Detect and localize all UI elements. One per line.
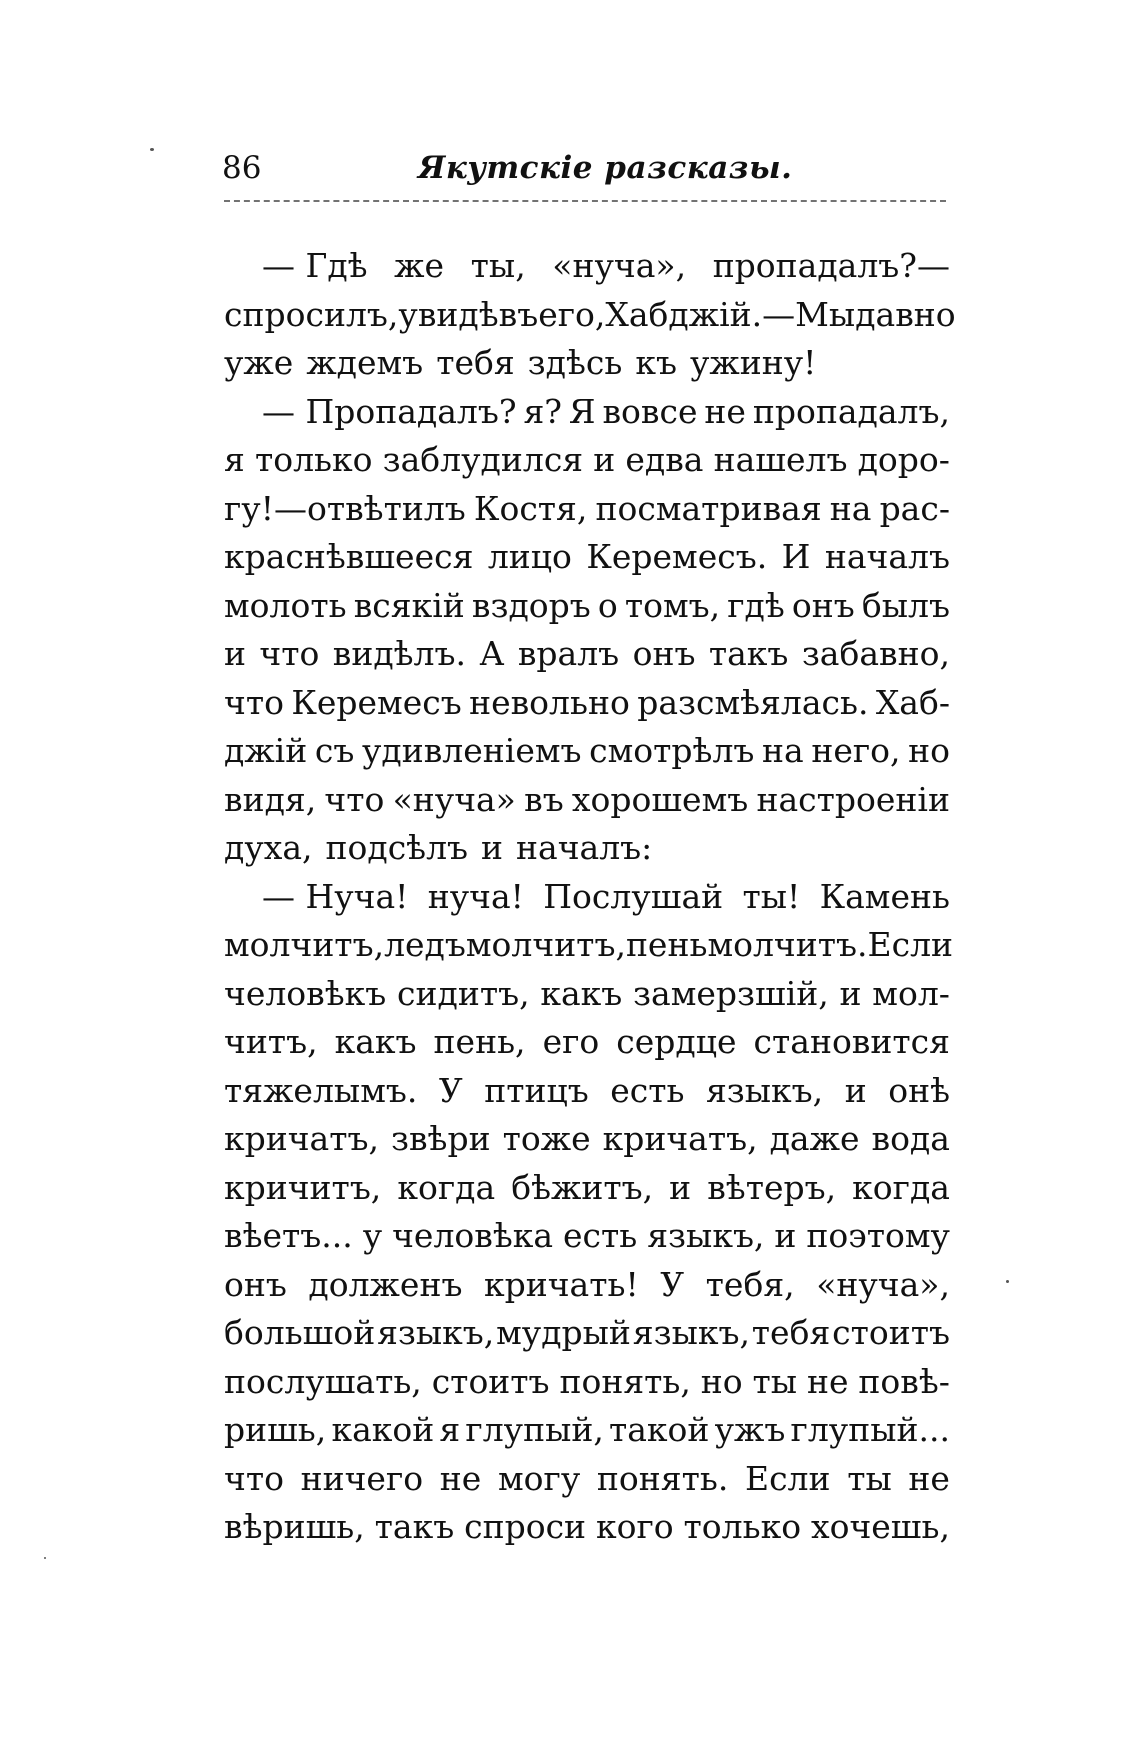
word: «нуча», bbox=[552, 246, 687, 285]
text-line bbox=[224, 630, 950, 679]
word: молчитъ. bbox=[707, 925, 868, 964]
word: давно bbox=[855, 294, 956, 334]
word: человѣкъ bbox=[224, 973, 387, 1013]
word: удивленіемъ bbox=[361, 731, 582, 770]
word: онъ bbox=[224, 1264, 287, 1304]
text-line bbox=[224, 776, 950, 825]
word: и bbox=[839, 973, 862, 1013]
word: я bbox=[439, 1410, 461, 1449]
word: тебя, bbox=[705, 1264, 795, 1304]
text-line bbox=[224, 1067, 950, 1116]
word: И bbox=[781, 537, 811, 576]
word: что bbox=[224, 682, 284, 722]
word: съ bbox=[314, 731, 355, 770]
text-line bbox=[224, 873, 950, 922]
word: человѣка bbox=[392, 1216, 554, 1255]
word: языкъ, bbox=[632, 1313, 750, 1352]
word: подсѣлъ bbox=[325, 828, 469, 867]
word: что bbox=[259, 634, 320, 673]
word: я? bbox=[523, 391, 562, 431]
word: же bbox=[394, 246, 445, 285]
word: ждемъ bbox=[306, 343, 424, 382]
word: всякій bbox=[353, 585, 465, 625]
word: духа, bbox=[224, 828, 313, 867]
word: ты bbox=[752, 1361, 798, 1401]
word: рас- bbox=[879, 488, 950, 528]
word: Если bbox=[744, 1458, 831, 1498]
word: молчитъ, bbox=[224, 925, 385, 964]
text-line bbox=[224, 533, 950, 582]
text-line bbox=[224, 436, 950, 485]
word: тебя bbox=[436, 343, 515, 382]
word: понять. bbox=[596, 1458, 729, 1498]
word: началъ bbox=[824, 537, 950, 576]
word: — Пропадалъ? bbox=[262, 391, 517, 431]
word: пропадалъ, bbox=[752, 391, 950, 431]
word: его bbox=[542, 1022, 600, 1061]
word: хочешь, bbox=[810, 1507, 950, 1546]
word: языкъ, bbox=[377, 1313, 495, 1352]
word: что bbox=[324, 779, 385, 819]
word: могу bbox=[498, 1458, 581, 1498]
word: глупый... bbox=[790, 1410, 950, 1449]
scan-speck bbox=[44, 1557, 46, 1559]
word: У bbox=[660, 1264, 685, 1304]
word: хорошемъ bbox=[571, 779, 749, 819]
text-line bbox=[224, 291, 956, 340]
word: вѣетъ... bbox=[224, 1216, 353, 1255]
word: гу!—отвѣтилъ bbox=[224, 488, 466, 528]
word: нуча! bbox=[427, 876, 524, 916]
text-line bbox=[224, 1358, 950, 1407]
word: о bbox=[597, 585, 618, 625]
text-line bbox=[224, 727, 950, 776]
word: джій bbox=[224, 731, 308, 770]
word: былъ bbox=[861, 585, 950, 625]
word: но bbox=[700, 1361, 743, 1401]
word: и bbox=[224, 634, 246, 673]
text-line bbox=[224, 1018, 950, 1067]
word: Я bbox=[568, 391, 596, 431]
word: лицо bbox=[487, 537, 572, 576]
word: въ bbox=[524, 779, 564, 819]
word: ты, bbox=[470, 246, 526, 285]
word: заблудился bbox=[382, 440, 584, 479]
text-line bbox=[224, 1406, 950, 1455]
word: стоитъ bbox=[431, 1361, 550, 1401]
running-title: Якутскіе разсказы. bbox=[418, 150, 793, 186]
word: невольно bbox=[469, 682, 630, 722]
body-text bbox=[224, 242, 956, 1552]
word: разсмѣялась. bbox=[637, 682, 869, 722]
word: становится bbox=[753, 1022, 950, 1061]
word: не bbox=[439, 1458, 482, 1498]
word: послушать, bbox=[224, 1361, 422, 1401]
word: едва bbox=[625, 440, 704, 479]
word: что bbox=[224, 1458, 284, 1498]
word: замерзшій, bbox=[633, 973, 829, 1013]
header-rule bbox=[224, 200, 946, 202]
text-line bbox=[224, 582, 950, 631]
word: смотрѣлъ bbox=[589, 731, 755, 770]
word: и bbox=[669, 1167, 692, 1207]
word: Камень bbox=[819, 876, 950, 916]
word: и bbox=[593, 440, 616, 479]
text-line bbox=[224, 824, 950, 873]
word: вѣришь, bbox=[224, 1507, 365, 1546]
word: уже bbox=[224, 343, 294, 382]
word: такой bbox=[609, 1410, 710, 1449]
word: посматривая bbox=[595, 488, 822, 528]
word: вовсе bbox=[602, 391, 698, 431]
word: его, bbox=[538, 294, 606, 334]
word: когда bbox=[397, 1167, 496, 1207]
word: такъ bbox=[374, 1507, 455, 1546]
word: кого bbox=[595, 1507, 674, 1546]
word: мол- bbox=[872, 973, 950, 1013]
word: къ bbox=[635, 343, 677, 382]
word: сердце bbox=[616, 1022, 737, 1061]
word: пень, bbox=[433, 1022, 526, 1061]
word: молоть bbox=[224, 585, 347, 625]
word: А bbox=[479, 634, 505, 673]
word: не bbox=[806, 1361, 849, 1401]
word: здѣсь bbox=[527, 343, 623, 382]
text-line bbox=[224, 1309, 950, 1358]
word: ничего bbox=[300, 1458, 424, 1498]
word: Хаб- bbox=[875, 682, 950, 722]
word: какъ bbox=[540, 973, 623, 1013]
word: и bbox=[844, 1070, 867, 1110]
word: на bbox=[829, 488, 872, 528]
word: глупый, bbox=[465, 1410, 604, 1449]
word: томъ, bbox=[624, 585, 721, 625]
word: онъ bbox=[632, 634, 696, 673]
word: есть bbox=[610, 1070, 685, 1110]
word: читъ, bbox=[224, 1022, 318, 1061]
word: кричатъ, bbox=[602, 1119, 758, 1158]
word: пропадалъ?— bbox=[712, 246, 950, 285]
word: кричитъ, bbox=[224, 1167, 382, 1207]
word: ужину! bbox=[689, 343, 817, 382]
word: мудрый bbox=[496, 1313, 631, 1352]
text-line bbox=[224, 1503, 950, 1552]
word: увидѣвъ bbox=[398, 294, 539, 334]
word: краснѣвшееся bbox=[224, 537, 474, 576]
word: Если bbox=[867, 925, 954, 964]
text-line bbox=[224, 242, 950, 291]
word: понять, bbox=[559, 1361, 691, 1401]
word: спросилъ, bbox=[224, 294, 399, 334]
word: У bbox=[438, 1070, 463, 1110]
word: какъ bbox=[334, 1022, 417, 1061]
word: — Нуча! bbox=[262, 876, 409, 916]
text-line bbox=[224, 1455, 950, 1504]
word: птицъ bbox=[484, 1070, 589, 1110]
text-line bbox=[224, 679, 950, 728]
word: повѣ- bbox=[858, 1361, 950, 1401]
text-line bbox=[224, 485, 950, 534]
word: ришь, bbox=[224, 1410, 327, 1449]
word: есть bbox=[563, 1216, 638, 1255]
word: Хабджій.—Мы bbox=[605, 294, 856, 334]
word: даже bbox=[769, 1119, 860, 1158]
word: ты! bbox=[742, 876, 801, 916]
word: — Гдѣ bbox=[262, 246, 368, 285]
page-number: 86 bbox=[222, 150, 262, 186]
word: такъ bbox=[708, 634, 789, 673]
word: сидитъ, bbox=[397, 973, 530, 1013]
word: у bbox=[362, 1216, 383, 1255]
word: кричатъ, bbox=[224, 1119, 379, 1158]
word: спроси bbox=[464, 1507, 587, 1546]
word: и bbox=[774, 1216, 797, 1255]
word: Послушай bbox=[543, 876, 724, 916]
word: языкъ, bbox=[647, 1216, 765, 1255]
word: молчитъ, bbox=[465, 925, 626, 964]
word: Костя, bbox=[473, 488, 588, 528]
word: поэтому bbox=[806, 1216, 950, 1255]
word: Керемесъ bbox=[291, 682, 462, 722]
text-line bbox=[224, 388, 950, 437]
word: только bbox=[254, 440, 373, 479]
word: началъ: bbox=[516, 828, 653, 867]
word: Керемесъ. bbox=[586, 537, 768, 576]
text-line bbox=[224, 921, 954, 970]
word: кричать! bbox=[483, 1264, 639, 1304]
word: какой bbox=[331, 1410, 435, 1449]
word: него, bbox=[811, 731, 901, 770]
word: долженъ bbox=[308, 1264, 463, 1304]
word: вралъ bbox=[517, 634, 620, 673]
word: тяжелымъ. bbox=[224, 1070, 418, 1110]
word: вздоръ bbox=[471, 585, 591, 625]
word: звѣри bbox=[390, 1119, 491, 1158]
text-line bbox=[224, 970, 950, 1019]
word: онѣ bbox=[888, 1070, 950, 1110]
text-line bbox=[224, 1261, 950, 1310]
word: и bbox=[481, 828, 504, 867]
word: забавно, bbox=[801, 634, 950, 673]
word: не bbox=[704, 391, 746, 431]
scan-speck bbox=[150, 148, 154, 151]
word: «нуча», bbox=[816, 1264, 950, 1304]
word: видѣлъ. bbox=[332, 634, 467, 673]
word: не bbox=[908, 1458, 950, 1498]
word: гдѣ bbox=[727, 585, 785, 625]
word: «нуча» bbox=[392, 779, 516, 819]
page-header bbox=[222, 148, 950, 200]
word: но bbox=[908, 731, 950, 770]
word: языкъ, bbox=[705, 1070, 824, 1110]
word: ледъ bbox=[384, 925, 466, 964]
word: тоже bbox=[502, 1119, 591, 1158]
word: ты bbox=[847, 1458, 892, 1498]
text-line bbox=[224, 339, 950, 388]
word: вода bbox=[871, 1119, 950, 1158]
word: ужъ bbox=[714, 1410, 786, 1449]
word: когда bbox=[852, 1167, 950, 1207]
word: онъ bbox=[791, 585, 855, 625]
word: вѣтеръ, bbox=[707, 1167, 837, 1207]
word: я bbox=[224, 440, 245, 479]
word: только bbox=[683, 1507, 802, 1546]
text-line bbox=[224, 1115, 950, 1164]
text-line bbox=[224, 1164, 950, 1213]
word: стоитъ bbox=[832, 1313, 950, 1352]
scan-speck bbox=[1006, 1280, 1009, 1283]
word: видя, bbox=[224, 779, 317, 819]
word: нашелъ bbox=[713, 440, 848, 479]
word: большой bbox=[224, 1313, 376, 1352]
word: пень bbox=[625, 925, 708, 964]
word: доро- bbox=[857, 440, 950, 479]
word: настроеніи bbox=[756, 779, 950, 819]
word: на bbox=[762, 731, 804, 770]
word: бѣжитъ, bbox=[511, 1167, 654, 1207]
text-line bbox=[224, 1212, 950, 1261]
word: тебя bbox=[751, 1313, 831, 1352]
